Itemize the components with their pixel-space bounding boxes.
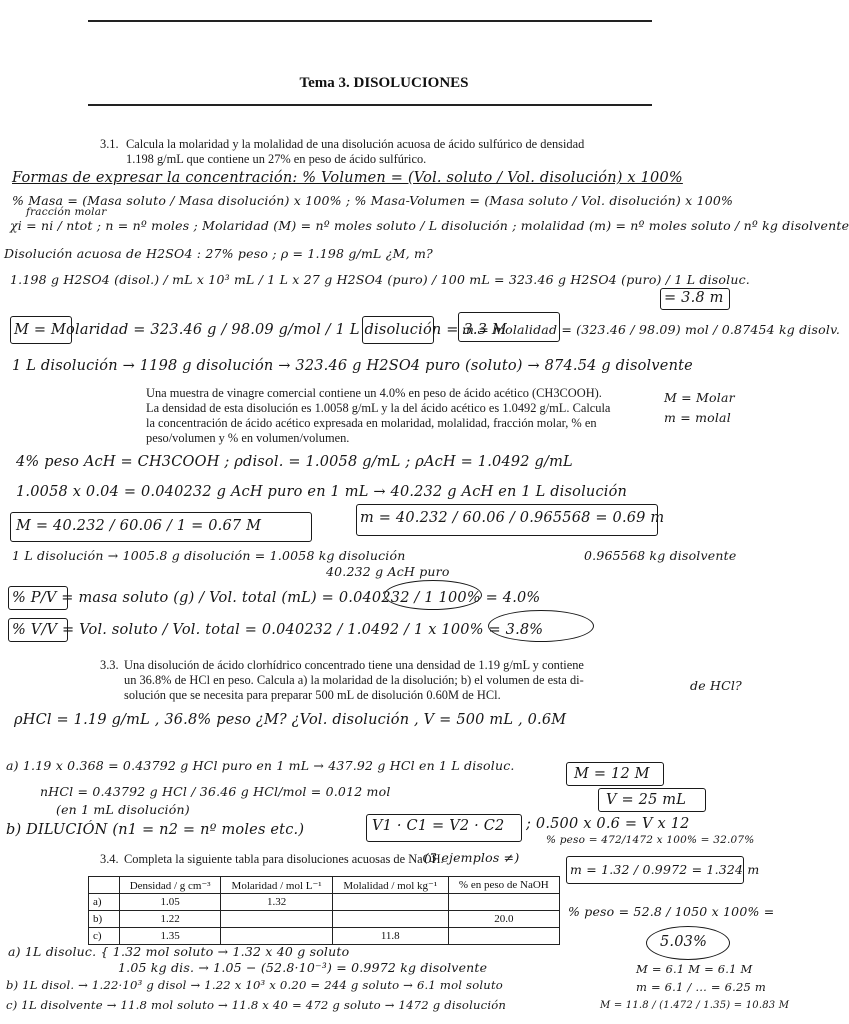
result-box bbox=[10, 316, 72, 344]
problem-3-1-number: 3.1. bbox=[100, 137, 119, 151]
hw-naoh-a-line1: a) 1L disoluc. { 1.32 mol soluto → 1.32 x 40 g soluto bbox=[8, 944, 350, 959]
hw-percent-pv: % P/V = masa soluto (g) / Vol. total (mL) = 0.040232 / 1 100% = 4.0% bbox=[12, 590, 541, 606]
hw-side-note-molal: m = molal bbox=[664, 410, 731, 425]
table-cell bbox=[221, 928, 333, 945]
hw-naoh-b-molarity: M = 6.1 M = 6.1 M bbox=[636, 962, 753, 976]
hw-h2so4-molality-result: = 3.8 m bbox=[664, 290, 724, 306]
table-cell bbox=[332, 894, 448, 911]
result-oval bbox=[488, 610, 594, 642]
hw-percent-vv: % V/V = Vol. soluto / Vol. total = 0.040232 / 1.0492 / 1 x 100% = 3.8% bbox=[12, 622, 544, 638]
result-box bbox=[660, 288, 730, 310]
top-rule bbox=[88, 20, 652, 22]
result-box bbox=[8, 618, 68, 642]
problem-3-2-line3: la concentración de ácido acético expresada en molaridad, molalidad, fracción molar, % en bbox=[146, 416, 597, 430]
problem-3-2-line4: peso/volumen y % en volumen/volumen. bbox=[146, 431, 350, 445]
result-oval bbox=[646, 926, 730, 960]
table-header-row bbox=[89, 877, 560, 894]
hw-forms-of-concentration: Formas de expresar la concentración: % Volumen = (Vol. soluto / Vol. disolución) x 100% bbox=[12, 170, 683, 186]
table-cell bbox=[221, 911, 333, 928]
hw-molarity-calc: M = Molaridad = 323.46 g / 98.09 g/mol / 1 L disolución = 3.3 M bbox=[14, 322, 507, 338]
table-header-cell: Densidad / g cm⁻³ bbox=[120, 877, 221, 894]
hw-mass-percent: % Masa = (Masa soluto / Masa disolución) x 100% ; % Masa-Volumen = (Masa soluto / Vol. disolución) x 100% bbox=[12, 193, 734, 208]
hw-fraction-label: fracción molar bbox=[26, 206, 107, 218]
hw-h2so4-conversion: 1.198 g H2SO4 (disol.) / mL x 10³ mL / 1 L x 27 g H2SO4 (puro) / 100 mL = 323.46 g H2SO4 (puro) / 1 L disoluc. bbox=[10, 272, 750, 287]
table-cell: 1.22 bbox=[120, 911, 221, 928]
problem-3-2-line2: La densidad de esta disolución es 1.0058 g/mL y la del ácido acético es 1.0492 g/mL. Calcula bbox=[146, 401, 611, 415]
table-row bbox=[89, 928, 560, 945]
hw-hcl-data: ρHCl = 1.19 g/mL , 36.8% peso ¿M? ¿Vol. disolución , V = 500 mL , 0.6M bbox=[14, 712, 567, 728]
hw-acetic-data: 4% peso AcH = CH3COOH ; ρdisol. = 1.0058 g/mL ; ρAcH = 1.0492 g/mL bbox=[16, 454, 573, 470]
result-box bbox=[356, 504, 658, 536]
hw-acetic-molarity: M = 40.232 / 60.06 / 1 = 0.67 M bbox=[16, 518, 262, 534]
hw-naoh-b-molality: m = 6.1 / … = 6.25 m bbox=[636, 980, 766, 994]
table-cell: 1.05 bbox=[120, 894, 221, 911]
table-cell bbox=[448, 894, 559, 911]
title-rule bbox=[88, 104, 652, 106]
table-cell bbox=[332, 911, 448, 928]
problem-3-1-line2: 1.198 g/mL que contiene un 27% en peso de ácido sulfúrico. bbox=[126, 152, 427, 166]
result-box bbox=[362, 316, 434, 344]
hw-acetic-conversion: 1.0058 x 0.04 = 0.040232 g AcH puro en 1 mL → 40.232 g AcH en 1 L disolución bbox=[16, 484, 628, 500]
table-cell: a) bbox=[89, 894, 120, 911]
table-cell: 1.35 bbox=[120, 928, 221, 945]
hw-h2so4-data: Disolución acuosa de H2SO4 : 27% peso ; ρ = 1.198 g/mL ¿M, m? bbox=[4, 246, 433, 261]
hw-naoh-a-line2: 1.05 kg dis. → 1.05 − (52.8·10⁻³) = 0.9972 kg disolvente bbox=[118, 960, 488, 975]
problem-3-3-number: 3.3. bbox=[100, 658, 119, 672]
problem-3-2-line1: Una muestra de vinagre comercial contiene un 4.0% en peso de ácido acético (CH3COOH). bbox=[146, 386, 602, 400]
table-header-cell: Molalidad / mol kg⁻¹ bbox=[332, 877, 448, 894]
problem-3-4-line1: Completa la siguiente tabla para disoluciones acuosas de NaOH. bbox=[124, 852, 444, 866]
table-row bbox=[89, 911, 560, 928]
hw-dilution-substitution: ; 0.500 x 0.6 = V x 12 bbox=[526, 816, 690, 832]
result-box bbox=[598, 788, 706, 812]
table-cell: b) bbox=[89, 911, 120, 928]
result-oval bbox=[384, 580, 482, 610]
hw-definitions: χi = ni / ntot ; n = nº moles ; Molaridad (M) = nº moles soluto / L disolución ; molalidad (m) = nº moles soluto / nº kg disolvente bbox=[10, 218, 849, 233]
hw-acetic-mass-chain: 1 L disolución → 1005.8 g disolución = 1.0058 kg disolución bbox=[12, 548, 406, 563]
table-cell: 20.0 bbox=[448, 911, 559, 928]
table-cell: 11.8 bbox=[332, 928, 448, 945]
table-cell: 1.32 bbox=[221, 894, 333, 911]
result-box bbox=[566, 762, 664, 786]
hw-naoh-c-molarity: M = 11.8 / (1.472 / 1.35) = 10.83 M bbox=[600, 1000, 790, 1011]
hw-molality-calc: m = molalidad = (323.46 / 98.09) mol / 0.87454 kg disolv. bbox=[462, 322, 841, 337]
problem-3-3-line2: un 36.8% de HCl en peso. Calcula a) la molaridad de la disolución; b) el volumen de esta di- bbox=[124, 673, 584, 687]
hw-naoh-percent-result: 5.03% bbox=[660, 934, 708, 950]
problem-3-3-line3: solución que se necesita para preparar 500 mL de disolución 0.60M de HCl. bbox=[124, 688, 501, 702]
hw-acetic-molality: m = 40.232 / 60.06 / 0.965568 = 0.69 m bbox=[360, 510, 665, 526]
hw-naoh-percent: % peso = 52.8 / 1050 x 100% = bbox=[568, 904, 775, 919]
hw-hcl-moles: nHCl = 0.43792 g HCl / 36.46 g HCl/mol = 0.012 mol bbox=[40, 784, 391, 799]
result-box bbox=[366, 814, 522, 842]
problem-3-3-line1: Una disolución de ácido clorhídrico concentrado tiene una densidad de 1.19 g/mL y contiene bbox=[124, 658, 584, 672]
naoh-table bbox=[88, 876, 560, 945]
hw-dilution: b) DILUCIÓN (n1 = n2 = nº moles etc.) bbox=[6, 822, 305, 838]
hw-acetic-pure-mass: 40.232 g AcH puro bbox=[326, 564, 450, 579]
problem-3-1-line1: Calcula la molaridad y la molalidad de una disolución acuosa de ácido sulfúrico de densidad bbox=[126, 137, 585, 151]
hw-three-examples: (3 ejemplos ≠) bbox=[424, 850, 520, 865]
table-cell bbox=[448, 928, 559, 945]
hw-acetic-solvent-kg: 0.965568 kg disolvente bbox=[584, 548, 737, 563]
hw-hcl-moles-note: (en 1 mL disolución) bbox=[56, 802, 190, 817]
hw-h2so4-chain: 1 L disolución → 1198 g disolución → 323.46 g H2SO4 puro (soluto) → 874.54 g disolvente bbox=[12, 358, 693, 374]
hw-naoh-b: b) 1L disol. → 1.22·10³ g disol → 1.22 x 10³ x 0.20 = 244 g soluto → 6.1 mol soluto bbox=[6, 978, 503, 992]
hw-naoh-c: c) 1L disolvente → 11.8 mol soluto → 11.8 x 40 = 472 g soluto → 1472 g disolución bbox=[6, 998, 507, 1012]
table-header-cell: Molaridad / mol L⁻¹ bbox=[221, 877, 333, 894]
hw-hcl-molarity-result: M = 12 M bbox=[574, 766, 650, 782]
result-box bbox=[566, 856, 744, 884]
hw-hcl-volume-result: V = 25 mL bbox=[606, 792, 687, 808]
table-header-cell bbox=[89, 877, 120, 894]
page-title: Tema 3. DISOLUCIONES bbox=[299, 75, 469, 91]
table-header-cell: % en peso de NaOH bbox=[448, 877, 559, 894]
problem-3-4-number: 3.4. bbox=[100, 852, 119, 866]
hw-dilution-formula: V1 · C1 = V2 · C2 bbox=[372, 818, 505, 834]
hw-hcl-conversion: a) 1.19 x 0.368 = 0.43792 g HCl puro en 1 mL → 437.92 g HCl en 1 L disoluc. bbox=[6, 758, 515, 773]
result-box bbox=[458, 312, 560, 342]
table-row bbox=[89, 894, 560, 911]
result-box bbox=[8, 586, 68, 610]
table-cell: c) bbox=[89, 928, 120, 945]
result-box bbox=[10, 512, 312, 542]
hw-hcl-corner-note: de HCl? bbox=[690, 678, 742, 693]
hw-side-note-molar: M = Molar bbox=[664, 390, 735, 405]
hw-hcl-percent-peso: % peso = 472/1472 x 100% = 32.07% bbox=[546, 834, 755, 846]
hw-naoh-molality: m = 1.32 / 0.9972 = 1.324 m bbox=[570, 862, 760, 877]
